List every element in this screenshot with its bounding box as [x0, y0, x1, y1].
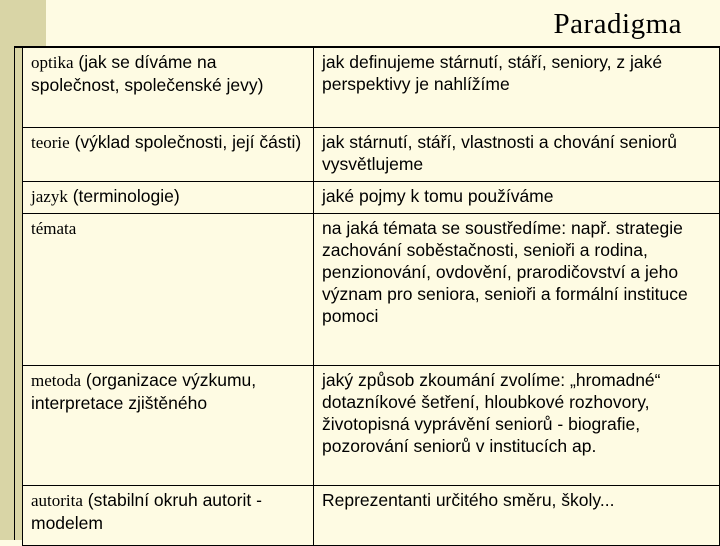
row-term-cell	[23, 486, 314, 546]
left-divider	[14, 46, 15, 540]
row-note: (výklad společnosti, její části)	[74, 132, 302, 152]
row-description: jaké pojmy k tomu používáme	[314, 182, 720, 214]
row-description: na jaká témata se soustředíme: např. strategie zachování soběstačnosti, senioři a rodina, penzionování, ovdovění, prarodičovství a jeho význam pro seniora, senioři a formální instituce pomoci	[314, 214, 720, 366]
table-row	[23, 366, 720, 486]
slide-title: Paradigma	[553, 8, 682, 40]
row-note: (jak se díváme na společnost, společenské jevy)	[31, 52, 264, 95]
row-note: (organizace výzkumu, interpretace zjištěného	[31, 370, 257, 413]
row-description: jak definujeme stárnutí, stáří, seniory, z jaké perspektivy je nahlížíme	[314, 48, 720, 128]
row-term: autorita	[31, 491, 83, 510]
row-term-cell	[23, 366, 314, 486]
row-note: (stabilní okruh autorit - modelem	[31, 490, 262, 533]
row-note: (terminologie)	[72, 186, 180, 206]
row-description: jak stárnutí, stáří, vlastnosti a chování seniorů vysvětlujeme	[314, 128, 720, 182]
row-term: metoda	[31, 371, 82, 390]
row-term-cell	[23, 182, 314, 214]
row-term-cell	[23, 128, 314, 182]
table-row	[23, 182, 720, 214]
table-row	[23, 48, 720, 128]
table-row	[23, 214, 720, 366]
row-description: Reprezentanti určitého směru, školy...	[314, 486, 720, 546]
row-term: témata	[31, 219, 77, 238]
row-term: optika	[31, 53, 74, 72]
row-term-cell	[23, 48, 314, 128]
row-term: jazyk	[31, 187, 68, 206]
table-row	[23, 128, 720, 182]
table-row	[23, 486, 720, 546]
row-term-cell	[23, 214, 314, 366]
row-description: jaký způsob zkoumání zvolíme: „hromadné“ dotazníkové šetření, hloubkové rozhovory, životopisná vyprávění seniorů - biografie, pozorování seniorů v institucích ap.	[314, 366, 720, 486]
row-term: teorie	[31, 133, 70, 152]
paradigm-table	[22, 47, 720, 546]
